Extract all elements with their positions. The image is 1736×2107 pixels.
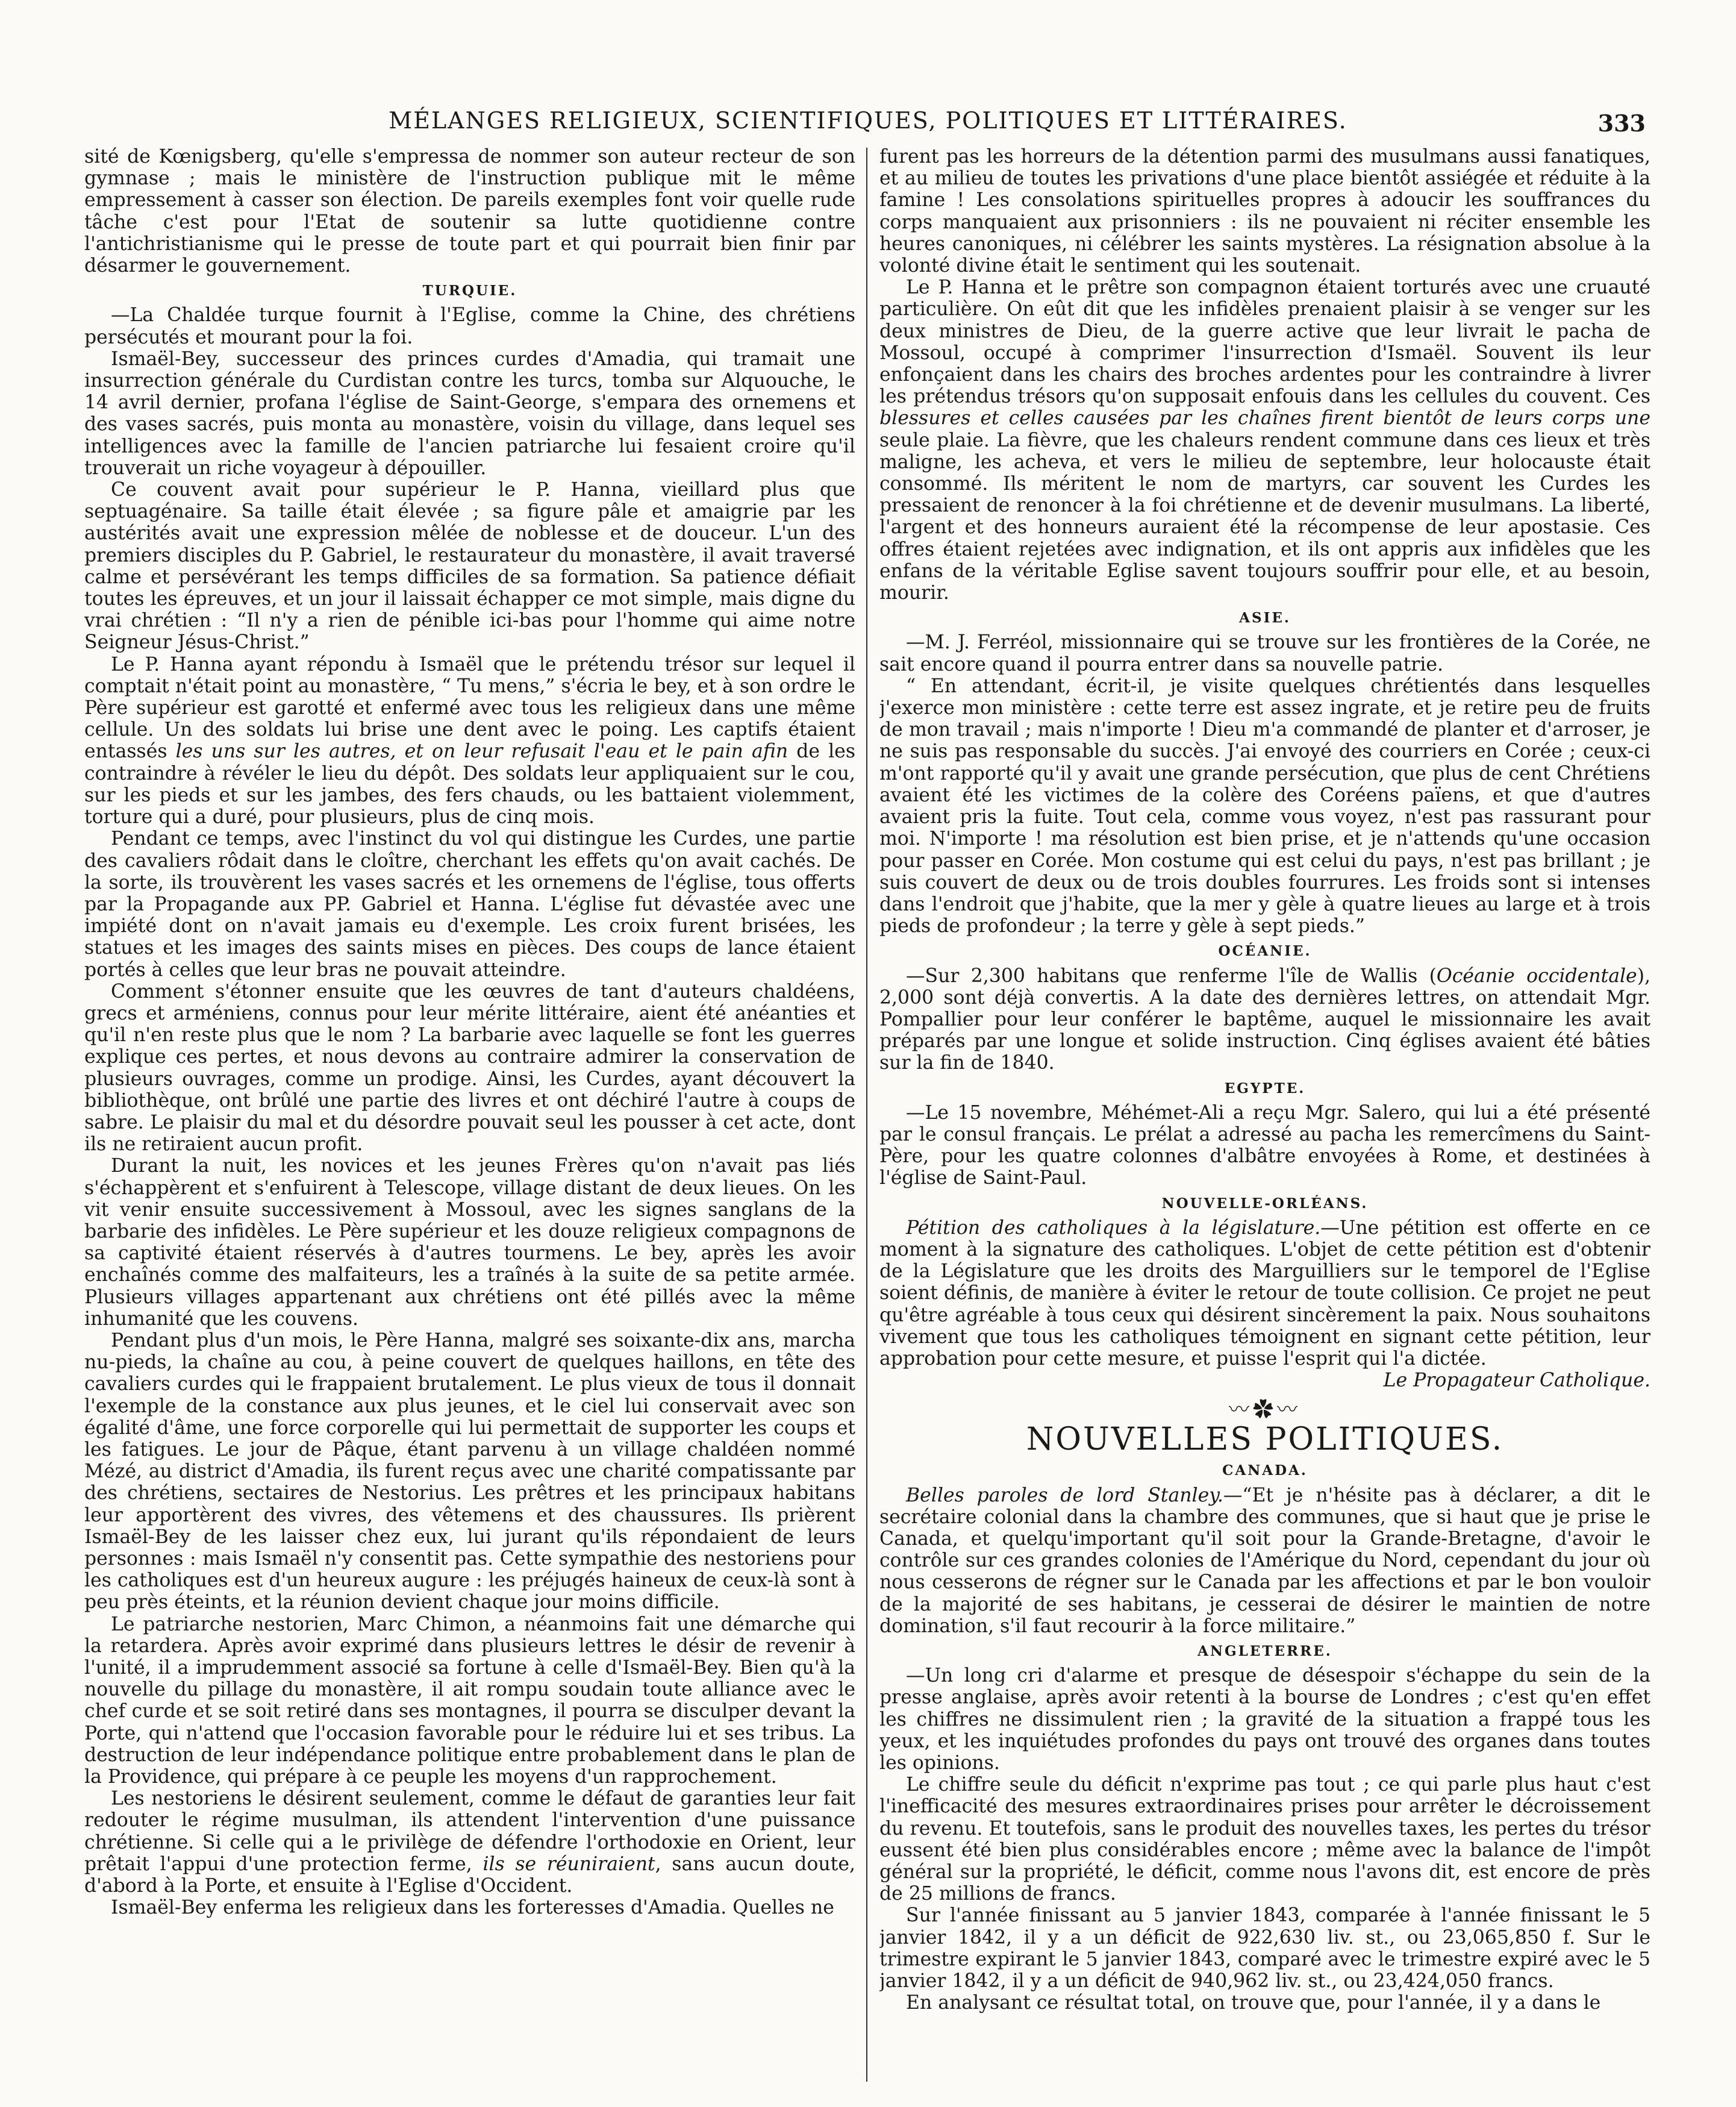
italic-run: ils se réuniraient (482, 1853, 655, 1875)
text-run: de les contraindre à révéler le lieu du dépôt. Des soldats leur appliquaient sur le cou, sur les pieds et sur les jambes, des fers chauds, ou les battaient violemment, torture qui a duré, pour plusieurs, plus de cinq mois. (84, 740, 855, 828)
paragraph (879, 1217, 1650, 1370)
paragraph (879, 1485, 1650, 1637)
italic-run: les uns sur les autres, et on leur refusait l'eau et le pain afin (175, 740, 788, 763)
text-run: —Une pétition est offerte en ce moment à la signature des catholiques. L'objet de cette pétition est d'obtenir de la Législature que les droits des Marguilliers sur le temporel de l'Eglise soient définis, de manière à éviter le retour de toute collision. Ce projet ne peut qu'être agréable à tous ceux qui désirent sincèrement la paix. Nous souhaitons vivement que tous les catholiques témoignent en signant cette pétition, leur approbation pour cette mesure, et puisse l'esprit qui l'a dictée. (879, 1216, 1650, 1370)
paragraph: Pendant ce temps, avec l'instinct du vol qui distingue les Curdes, une partie des cavaliers rôdait dans le cloître, cherchant les effets qu'on avait cachés. De la sorte, ils trouvèrent les vases sacrés et les ornemens de l'église, tous offerts par la Propagande aux PP. Gabriel et Hanna. L'église fut dévastée avec une impiété dont on n'avait jamais eu d'exemple. Les croix furent brisées, les statues et les images des saints mises en pièces. Des coups de lance étaient portés à celles que leur bras ne pouvait atteindre. (84, 828, 855, 981)
text-run: —“Et je n'hésite pas à déclarer, a dit le secrétaire colonial dans la chambre des communes, que si haut que je prise le Canada, et quelqu'important qu'il soit pour la Grande-Bretagne, d'avoir le contrôle sur ces grandes colonies de l'Amérique du Nord, cependant du jour où nous cesserons de régner sur le Canada par les affections et par le bon vouloir de la majorité de ses habitans, je cesserai de désirer le maintien de notre domination, s'il faut recourir à la force militaire.” (879, 1484, 1650, 1637)
section-heading-asie: ASIE. (1239, 610, 1291, 627)
paragraph: Pendant plus d'un mois, le Père Hanna, malgré ses soixante-dix ans, marcha nu-pieds, la chaîne au cou, à peine couvert de quelques haillons, en tête des cavaliers curdes qui le frappaient brutalement. Le plus vieux de tous il donnait l'exemple de la constance aux plus jeunes, et le ciel lui conservait avec son égalité d'âme, une force corporelle qui lui permettait de supporter les coups et les fatigues. Le jour de Pâque, étant parvenu à un village chaldéen nommé Mézé, au district d'Amadia, ils furent reçus avec une charité compatissante par des chrétiens, sectaires de Nestorius. Les prêtres et les principaux habitans leur apportèrent des vivres, des vêtemens et des chaussures. Ils prièrent Ismaël-Bey de les laisser chez eux, lui jurant qu'ils répondaient de leurs personnes : mais Ismaël n'y consentit pas. Cette sympathie des nestoriens pour les catholiques est d'un heureux augure : les préjugés haineux de ceux-là sont à peu près éteints, et la réunion devient chaque jour moins difficile. (84, 1329, 855, 1614)
paragraph: furent pas les horreurs de la détention parmi des musulmans aussi fanatiques, et au milieu de toutes les privations d'une place bientôt assiégée et réduite à la famine ! Les consolations spirituelles propres à adoucir les souffrances du corps manquaient aux prisonniers : ils ne pouvaient ni réciter ensemble les heures canoniques, ni célébrer les saints mystères. La résignation absolue à la volonté divine était le sentiment qui les soutenait. (879, 146, 1650, 277)
section-heading-oceanie: OCÉANIE. (1218, 943, 1312, 960)
right-column (879, 146, 1650, 2086)
paragraph (879, 965, 1650, 1074)
left-column (84, 146, 855, 2086)
section-heading-angleterre: ANGLETERRE. (1197, 1643, 1332, 1659)
paragraph: Le chiffre seule du déficit n'exprime pas tout ; ce qui parle plus haut c'est l'inefficacité des mesures extraordinaires prises pour arrêter le décroissement du revenu. Et toutefois, sans le produit des nouvelles taxes, les pertes du trésor eussent été bien plus considérables encore ; même avec la balance de l'impôt général sur la propriété, le déficit, comme nous l'avons dit, est encore de près de 25 millions de francs. (879, 1774, 1650, 1905)
section-heading-egypte: EGYPTE. (1224, 1080, 1306, 1097)
paragraph: En analysant ce résultat total, on trouve que, pour l'année, il y a dans le (906, 1992, 1601, 2014)
paragraph: Ce couvent avait pour supérieur le P. Hanna, vieillard plus que septuagénaire. Sa taille était élevée ; sa figure pâle et amaigrie par les austérités avait une expression mêlée de noblesse et de douceur. L'un des premiers disciples du P. Gabriel, le restaurateur du monastère, il avait traversé calme et persévérant les temps difficiles de sa formation. Sa patience défiait toutes les épreuves, et un jour il laissait échapper ce mot simple, mais digne du vrai chrétien : “Il n'y a rien de pénible ici-bas pour l'homme qui aime notre Seigneur Jésus-Christ.” (84, 479, 855, 654)
ornament-divider: 〰✿〰 (1229, 1398, 1301, 1423)
paragraph: —La Chaldée turque fournit à l'Eglise, comme la Chine, des chrétiens persécutés et mourant pour la foi. (84, 304, 855, 348)
paragraph: Durant la nuit, les novices et les jeunes Frères qu'on n'avait pas liés s'échappèrent et s'enfuirent à Telescope, village distant de deux lieues. On les vit venir ensuite successivement à Mossoul, avec les signes sanglans de la barbarie des infidèles. Le Père supérieur et les douze religieux compagnons de sa captivité étaient réservés à d'autres tourmens. Le bey, après les avoir enchaînés comme des malfaiteurs, les a traînés à la suite de sa petite armée. Plusieurs villages appartenant aux chrétiens ont été pillés avec la même inhumanité que les couvens. (84, 1155, 855, 1330)
paragraph: “ En attendant, écrit-il, je visite quelques chrétientés dans lesquelles j'exerce mon ministère : cette terre est assez ingrate, et je retire peu de fruits de mon travail ; mais n'importe ! Dieu m'a commandé de planter et d'arroser, je ne suis pas responsable du succès. J'ai envoyé des courriers en Corée ; ceux-ci m'ont rapporté qu'il y avait une grande persécution, que plus de cent Chrétiens avaient été les victimes de la colère des Coréens païens, et que d'autres avaient pris la fuite. Tout cela, comme vous voyez, n'est pas rassurant pour moi. N'importe ! ma résolution est bien prise, et je n'attends qu'une occasion pour passer en Corée. Mon costume qui est celui du pays, n'est pas brillant ; je suis couvert de deux ou de trois doubles fourrures. Les froids sont si intenses dans l'endroit que j'habite, que la mer y gèle à quatre lieues au large et à trois pieds de profondeur ; la terre y gèle à sept pieds.” (879, 675, 1650, 938)
paragraph: —Un long cri d'alarme et presque de désespoir s'échappe du sein de la presse anglaise, après avoir retenti à la bourse de Londres ; c'est qu'en effet les chiffres ne dissimulent rien ; la gravité de la situation a frappé tous les yeux, et les inquiétudes profondes du pays ont trouvé des organes dans toutes les opinions. (879, 1665, 1650, 1774)
paragraph: —Le 15 novembre, Méhémet-Ali a reçu Mgr. Salero, qui lui a été présenté par le consul français. Le prélat a adressé au pacha les remercîmens du Saint-Père, pour les quatre colonnes d'albâtre envoyées à Rome, et destinées à l'église de Saint-Paul. (879, 1101, 1650, 1189)
paragraph: Ismaël-Bey, successeur des princes curdes d'Amadia, qui tramait une insurrection générale du Curdistan contre les turcs, tomba sur Alquouche, le 14 avril dernier, profana l'église de Saint-George, s'empara des ornemens et des vases sacrés, puis monta au monastère, voisin du village, dans lequel ses intelligences avec la famille de l'ancien patriarche lui fesaient croire qu'il trouverait un riche voyageur à dépouiller. (84, 348, 855, 479)
text-run: —Sur 2,300 habitans que renferme l'île de Wallis ( (906, 965, 1437, 987)
italic-run: Pétition des catholiques à la législature. (906, 1216, 1321, 1239)
paragraph: Le patriarche nestorien, Marc Chimon, a néanmoins fait une démarche qui la retardera. Après avoir exprimé dans plusieurs lettres le désir de revenir à l'unité, il a imprudemment associé sa fortune à celle d'Ismaël-Bey. Bien qu'à la nouvelle du pillage du monastère, il ait rompu soudain toute alliance avec le chef curde et se soit retiré dans ses montagnes, il pourra se disculper devant la Porte, qui n'attend que l'occasion favorable pour le réduire lui et ses tribus. La destruction de leur indépendance politique entre probablement dans le plan de la Providence, qui prépare à ce peuple les moyens d'un rapprochement. (84, 1613, 855, 1788)
paragraph: Ismaël-Bey enferma les religieux dans les forteresses d'Amadia. Quelles ne (111, 1897, 834, 1919)
text-run: Les nestoriens le désirent seulement, comme le défaut de garanties leur fait redouter le régime musulman, ils attendent l'intervention d'une puissance chrétienne. Si celle qui a le privilège de défendre l'orthodoxie en Orient, leur prêtait l'appui d'une protection ferme, (84, 1788, 855, 1875)
paragraph (84, 654, 855, 828)
page-header (72, 107, 1664, 143)
section-title-nouvelles-politiques: NOUVELLES POLITIQUES. (1026, 1421, 1504, 1458)
text-run: seule plaie. La fièvre, que les chaleurs rendent commune dans ces lieux et très maligne, les acheva, et vers le milieu de septembre, leur holocauste était consommé. Ils méritent le nom de martyrs, car souvent les Curdes les pressaient de renoncer à la foi chrétienne et de devenir musulmans. La liberté, l'argent et des honneurs auraient été la récompense de leur apostasie. Ces offres étaient rejetées avec indignation, et ils ont appris aux infidèles que les enfans de la véritable Eglise savent toujours souffrir pour elle, et au besoin, mourir. (879, 429, 1650, 604)
paragraph: sité de Kœnigsberg, qu'elle s'empressa de nommer son auteur recteur de son gymnase ; mais le ministère de l'instruction publique mit le même empressement à casser son élection. De pareils exemples font voir quelle rude tâche c'est pour l'Etat de soutenir sa lutte quotidienne contre l'antichristianisme qui le presse de toute part et qui pourrait bien finir par désarmer le gouvernement. (84, 146, 855, 277)
italic-run: Océanie occidentale (1436, 965, 1637, 987)
section-heading-turquie: TURQUIE. (422, 283, 517, 299)
column-rule (866, 148, 867, 2082)
paragraph: Sur l'année finissant au 5 janvier 1843, comparée à l'année finissant le 5 janvier 1842, il y a un déficit de 922,630 liv. st., ou 23,065,850 f. Sur le trimestre expirant le 5 janvier 1843, comparé avec le trimestre expiré avec le 5 janvier 1842, il y a un déficit de 940,962 liv. st., ou 23,424,050 francs. (879, 1905, 1650, 1993)
text-run: ), 2,000 sont déjà convertis. A la date des dernières lettres, on attendait Mgr. Pompallier pour leur conférer le baptême, auquel le missionnaire les avait préparés par une longue et solide instruction. Cinq églises avaient été bâties sur la fin de 1840. (879, 965, 1650, 1074)
running-title: MÉLANGES RELIGIEUX, SCIENTIFIQUES, POLITIQUES ET LITTÉRAIRES. (389, 107, 1347, 134)
section-heading-canada: CANADA. (1222, 1462, 1308, 1479)
paragraph (879, 277, 1650, 604)
italic-run: Belles paroles de lord Stanley. (906, 1484, 1223, 1506)
paragraph (84, 1788, 855, 1897)
paragraph: —M. J. Ferréol, missionnaire qui se trouve sur les frontières de la Corée, ne sait encore quand il pourra entrer dans sa nouvelle patrie. (879, 631, 1650, 675)
text-run: Le P. Hanna et le prêtre son compagnon étaient torturés avec une cruauté particulière. On eût dit que les infidèles prenaient plaisir à se venger sur les deux ministres de Dieu, de la guerre active que leur livrait le pacha de Mossoul, occupé à comprimer l'insurrection d'Ismaël. Souvent ils leur enfonçaient dans les chairs des broches ardentes pour les contraindre à livrer les prétendus trésors qu'on supposait enfouis dans les cellules du couvent. Ces (879, 277, 1650, 408)
text-run: Le P. Hanna ayant répondu à Ismaël que le prétendu trésor sur lequel il comptait n'était point au monastère, “ Tu mens,” s'écria le bey, et à son ordre le Père supérieur est garotté et enfermé avec tous les religieux dans une même cellule. Un des soldats lui brise une dent avec le poing. Les captifs étaient entassés (84, 653, 855, 763)
signature: Le Propagateur Catholique. (1383, 1370, 1650, 1392)
section-heading-nouvelle-orleans: NOUVELLE-ORLÉANS. (1161, 1195, 1369, 1212)
italic-run: blessures et celles causées par les chaînes firent bientôt de leurs corps une (879, 407, 1650, 430)
paragraph: Comment s'étonner ensuite que les œuvres de tant d'auteurs chaldéens, grecs et arméniens, connus pour leur mérite littéraire, aient été anéanties et qu'il n'en reste plus que le nom ? La barbarie avec laquelle se font les guerres explique ces pertes, et nous devons au contraire admirer la conservation de plusieurs ouvrages, comme un prodige. Ainsi, les Curdes, ayant découvert la bibliothèque, ont brûlé une partie des livres et ont déchiré l'autre à coups de sabre. Le plaisir du mal et du désordre pouvait seul les pousser à cet acte, dont ils ne retiraient aucun profit. (84, 980, 855, 1156)
page-number: 333 (1597, 110, 1646, 137)
text-run: , sans aucun doute, d'abord à la Porte, et ensuite à l'Eglise d'Occident. (84, 1853, 855, 1897)
